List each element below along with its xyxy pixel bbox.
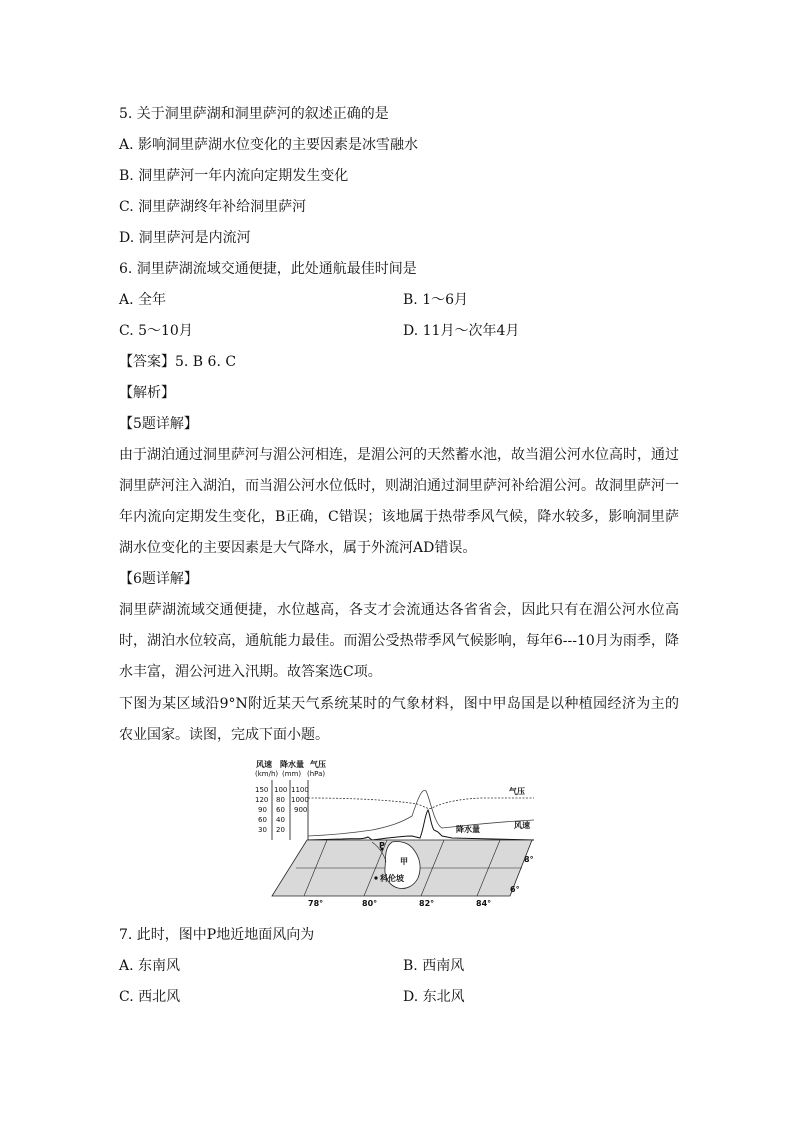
rain-tick: 20 xyxy=(276,826,285,834)
wind-tick: 60 xyxy=(258,816,267,824)
longitude-label: 78° xyxy=(308,899,324,908)
point-p-label: P xyxy=(379,841,385,850)
rain-tick: 60 xyxy=(276,806,285,814)
pressure-curve xyxy=(308,798,534,809)
q6-option-d: D. 11月～次年4月 xyxy=(403,323,520,339)
wind-curve xyxy=(308,790,534,836)
q5-option-b: B. 洞里萨河一年内流向定期发生变化 xyxy=(119,168,349,184)
q5-option-c: C. 洞里萨湖终年补给洞里萨河 xyxy=(119,199,307,215)
latitude-label-8: 8° xyxy=(524,855,534,864)
wind-tick: 150 xyxy=(255,786,269,794)
weather-figure-svg xyxy=(252,758,542,908)
detail6-text: 洞里萨湖流域交通便捷，水位越高，各支才会流通达各省省会，因此只有在湄公河水位高时，湖泊水位较高，通航能力最佳。而湄公受热带季风气候影响，每年6---10月为雨季，降水丰富，湄公河进入汛期。故答案选C项。 xyxy=(119,602,679,680)
pressure-axis-label: 气压 xyxy=(310,760,326,769)
q7-option-a: A. 东南风 xyxy=(119,958,181,974)
detail6-heading: 【6题详解】 xyxy=(119,571,198,587)
q7-option-d: D. 东北风 xyxy=(403,989,465,1005)
longitude-label: 84° xyxy=(476,899,492,908)
wind-axis-label: 风速 xyxy=(256,760,272,769)
pressure-curve-label: 气压 xyxy=(509,787,525,796)
wind-axis-unit: (km/h) xyxy=(255,770,279,778)
q6-stem: 6. 洞里萨湖流域交通便捷，此处通航最佳时间是 xyxy=(119,261,417,277)
answer-line: 【答案】5. B 6. C xyxy=(119,354,237,370)
city-marker xyxy=(374,876,377,879)
longitude-label: 82° xyxy=(419,899,435,908)
q6-option-b: B. 1～6月 xyxy=(403,292,469,308)
pressure-tick: 1100 xyxy=(291,786,309,794)
analysis-heading: 【解析】 xyxy=(119,385,175,401)
city-label: 科伦坡 xyxy=(380,874,404,883)
rain-tick: 80 xyxy=(276,796,285,804)
q6-option-a: A. 全年 xyxy=(119,292,167,308)
island-jia-label: 甲 xyxy=(400,857,408,866)
wind-tick: 120 xyxy=(255,796,269,804)
rain-tick: 100 xyxy=(274,786,288,794)
q7-stem: 7. 此时，图中P地近地面风向为 xyxy=(119,927,315,943)
figure-intro: 下图为某区域沿9°N附近某天气系统某时的气象材料，图中甲岛国是以种植园经济为主的农业国家。读图，完成下面小题。 xyxy=(119,696,679,743)
q5-option-a: A. 影响洞里萨湖水位变化的主要因素是冰雪融水 xyxy=(119,137,419,153)
q6-option-c: C. 5～10月 xyxy=(119,323,193,339)
weather-figure xyxy=(252,758,542,908)
rain-axis-unit: (mm) xyxy=(282,770,302,778)
rain-axis-label: 降水量 xyxy=(280,760,304,769)
detail5-text: 由于湖泊通过洞里萨河与湄公河相连，是湄公河的天然蓄水池，故当湄公河水位高时，通过洞里萨河注入湖泊，而当湄公河水位低时，则湖泊通过洞里萨河补给湄公河。故洞里萨河一年内流向定期发生变化，B正确，C错误；该地属于热带季风气候，降水较多，影响洞里萨湖水位变化的主要因素是大气降水，属于外流河AD错误。 xyxy=(119,447,679,556)
wind-tick: 90 xyxy=(258,806,267,814)
longitude-label: 80° xyxy=(362,899,378,908)
detail5-heading: 【5题详解】 xyxy=(119,416,198,432)
q5-stem: 5. 关于洞里萨湖和洞里萨河的叙述正确的是 xyxy=(119,106,389,122)
pressure-axis-unit: (hPa) xyxy=(307,770,326,778)
rain-curve-label: 降水量 xyxy=(456,825,480,834)
pressure-tick: 900 xyxy=(294,806,308,814)
q7-option-c: C. 西北风 xyxy=(119,989,181,1005)
pressure-tick: 1000 xyxy=(291,796,309,804)
latitude-label-6: 6° xyxy=(510,885,520,894)
rain-curve xyxy=(308,810,534,840)
wind-tick: 30 xyxy=(258,826,267,834)
q5-option-d: D. 洞里萨河是内流河 xyxy=(119,230,251,246)
wind-curve-label: 风速 xyxy=(514,821,530,830)
q7-option-b: B. 西南风 xyxy=(403,958,465,974)
rain-tick: 40 xyxy=(276,816,285,824)
